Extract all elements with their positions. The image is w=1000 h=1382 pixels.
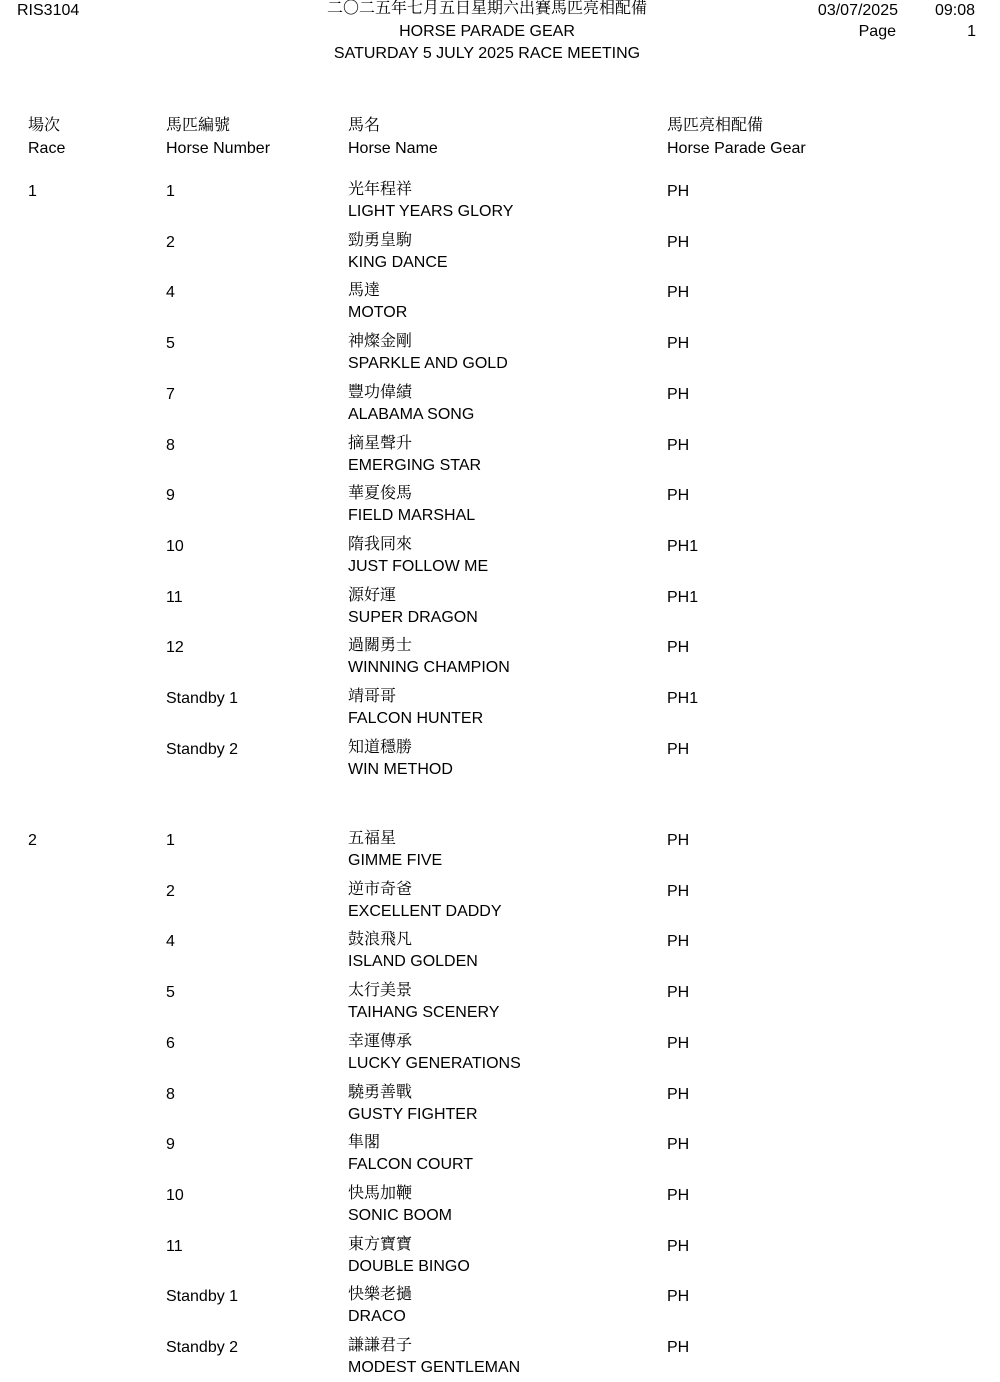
horse-name-english: TAIHANG SCENERY bbox=[348, 1004, 500, 1021]
horse-name-chinese: 隋我同來 bbox=[348, 536, 413, 553]
horse-number: 9 bbox=[166, 1136, 175, 1153]
parade-gear: PH bbox=[667, 1086, 690, 1103]
parade-gear: PH bbox=[667, 1288, 690, 1305]
horse-name-english: EXCELLENT DADDY bbox=[348, 903, 502, 920]
horse-name-english: GUSTY FIGHTER bbox=[348, 1106, 478, 1123]
parade-gear: PH bbox=[667, 284, 690, 301]
page-label: Page bbox=[858, 23, 896, 40]
horse-name-chinese: 逆市奇爸 bbox=[348, 881, 413, 898]
horse-name-chinese: 快馬加鞭 bbox=[348, 1185, 413, 1202]
horse-number: 11 bbox=[166, 589, 183, 606]
race-number: 1 bbox=[28, 183, 37, 200]
horse-name-chinese: 勁勇皇駒 bbox=[348, 232, 413, 249]
parade-gear: PH bbox=[667, 437, 690, 454]
horse-number: 1 bbox=[166, 183, 175, 200]
print-time: 09:08 bbox=[934, 2, 975, 19]
horse-name-chinese: 華夏俊馬 bbox=[348, 485, 413, 502]
horse-name-chinese: 過關勇士 bbox=[348, 637, 413, 654]
horse-name-english: FALCON COURT bbox=[348, 1156, 474, 1173]
column-header-number-en: Horse Number bbox=[166, 140, 271, 157]
column-header-race-en: Race bbox=[28, 140, 66, 157]
page-number: 1 bbox=[967, 23, 976, 40]
column-header-gear-zh: 馬匹亮相配備 bbox=[667, 117, 764, 134]
parade-gear: PH bbox=[667, 832, 690, 849]
horse-number: 1 bbox=[166, 832, 175, 849]
parade-gear: PH bbox=[667, 386, 690, 403]
parade-gear: PH bbox=[667, 1339, 690, 1356]
horse-number: 8 bbox=[166, 437, 175, 454]
horse-name-english: MOTOR bbox=[348, 304, 408, 321]
parade-gear: PH bbox=[667, 1136, 690, 1153]
horse-name-chinese: 隼閣 bbox=[348, 1134, 381, 1151]
column-header-gear-en: Horse Parade Gear bbox=[667, 140, 806, 157]
horse-name-chinese: 鼓浪飛凡 bbox=[348, 931, 413, 948]
column-header-race-zh: 場次 bbox=[28, 117, 61, 134]
horse-name-chinese: 知道穩勝 bbox=[348, 739, 413, 756]
horse-number: 5 bbox=[166, 984, 175, 1001]
parade-gear: PH bbox=[667, 741, 690, 758]
title-english: HORSE PARADE GEAR bbox=[399, 23, 575, 40]
horse-number: 11 bbox=[166, 1238, 183, 1255]
column-header-name-en: Horse Name bbox=[348, 140, 438, 157]
parade-gear: PH1 bbox=[667, 589, 699, 606]
horse-name-english: ISLAND GOLDEN bbox=[348, 953, 478, 970]
parade-gear: PH bbox=[667, 1187, 690, 1204]
horse-number: 7 bbox=[166, 386, 175, 403]
race-number: 2 bbox=[28, 832, 37, 849]
horse-name-chinese: 摘星聲升 bbox=[348, 435, 413, 452]
horse-number: 9 bbox=[166, 487, 175, 504]
horse-name-english: LIGHT YEARS GLORY bbox=[348, 203, 514, 220]
horse-number: Standby 2 bbox=[166, 741, 239, 758]
horse-number: 4 bbox=[166, 284, 175, 301]
horse-name-english: MODEST GENTLEMAN bbox=[348, 1359, 521, 1376]
horse-name-english: EMERGING STAR bbox=[348, 457, 482, 474]
parade-gear: PH bbox=[667, 883, 690, 900]
print-date: 03/07/2025 bbox=[817, 2, 898, 19]
horse-number: Standby 1 bbox=[166, 690, 239, 707]
horse-name-chinese: 靖哥哥 bbox=[348, 688, 397, 705]
horse-number: 10 bbox=[166, 538, 184, 555]
horse-name-chinese: 驍勇善戰 bbox=[348, 1084, 413, 1101]
parade-gear: PH bbox=[667, 1035, 690, 1052]
horse-name-english: DRACO bbox=[348, 1308, 406, 1325]
horse-name-english: SUPER DRAGON bbox=[348, 609, 478, 626]
horse-name-english: WINNING CHAMPION bbox=[348, 659, 510, 676]
horse-number: Standby 2 bbox=[166, 1339, 239, 1356]
horse-name-chinese: 光年程祥 bbox=[348, 181, 413, 198]
horse-name-chinese: 東方寶寶 bbox=[348, 1236, 413, 1253]
horse-name-english: SPARKLE AND GOLD bbox=[348, 355, 508, 372]
horse-name-chinese: 神燦金剛 bbox=[348, 333, 413, 350]
horse-number: 5 bbox=[166, 335, 175, 352]
horse-name-chinese: 謙謙君子 bbox=[348, 1337, 413, 1354]
horse-number: 12 bbox=[166, 639, 184, 656]
horse-number: Standby 1 bbox=[166, 1288, 239, 1305]
horse-name-chinese: 快樂老撾 bbox=[348, 1286, 413, 1303]
horse-name-english: ALABAMA SONG bbox=[348, 406, 475, 423]
title-chinese: 二〇二五年七月五日星期六出賽馬匹亮相配備 bbox=[326, 0, 647, 17]
parade-gear: PH bbox=[667, 487, 690, 504]
report-id: RIS3104 bbox=[17, 2, 80, 19]
horse-name-chinese: 源好運 bbox=[348, 587, 397, 604]
horse-name-english: SONIC BOOM bbox=[348, 1207, 453, 1224]
parade-gear: PH bbox=[667, 335, 690, 352]
parade-gear: PH bbox=[667, 183, 690, 200]
horse-number: 2 bbox=[166, 234, 175, 251]
horse-name-chinese: 太行美景 bbox=[348, 982, 413, 999]
horse-name-english: GIMME FIVE bbox=[348, 852, 443, 869]
column-header-name-zh: 馬名 bbox=[348, 117, 381, 134]
parade-gear: PH1 bbox=[667, 690, 699, 707]
horse-name-chinese: 幸運傳承 bbox=[348, 1033, 413, 1050]
horse-number: 4 bbox=[166, 933, 175, 950]
horse-name-chinese: 豐功偉績 bbox=[348, 384, 413, 401]
parade-gear: PH1 bbox=[667, 538, 699, 555]
parade-gear: PH bbox=[667, 984, 690, 1001]
parade-gear: PH bbox=[667, 1238, 690, 1255]
horse-name-english: KING DANCE bbox=[348, 254, 448, 271]
horse-name-english: DOUBLE BINGO bbox=[348, 1258, 470, 1275]
parade-gear: PH bbox=[667, 933, 690, 950]
parade-gear: PH bbox=[667, 639, 690, 656]
column-header-number-zh: 馬匹編號 bbox=[166, 117, 231, 134]
horse-name-english: LUCKY GENERATIONS bbox=[348, 1055, 521, 1072]
horse-number: 10 bbox=[166, 1187, 184, 1204]
parade-gear: PH bbox=[667, 234, 690, 251]
horse-number: 6 bbox=[166, 1035, 175, 1052]
horse-name-english: WIN METHOD bbox=[348, 761, 453, 778]
horse-name-english: FIELD MARSHAL bbox=[348, 507, 476, 524]
horse-number: 8 bbox=[166, 1086, 175, 1103]
horse-name-chinese: 五福星 bbox=[348, 830, 397, 847]
horse-name-english: JUST FOLLOW ME bbox=[348, 558, 489, 575]
horse-name-english: FALCON HUNTER bbox=[348, 710, 484, 727]
meeting-subtitle: SATURDAY 5 JULY 2025 RACE MEETING bbox=[333, 45, 641, 62]
horse-name-chinese: 馬達 bbox=[348, 282, 381, 299]
horse-number: 2 bbox=[166, 883, 175, 900]
